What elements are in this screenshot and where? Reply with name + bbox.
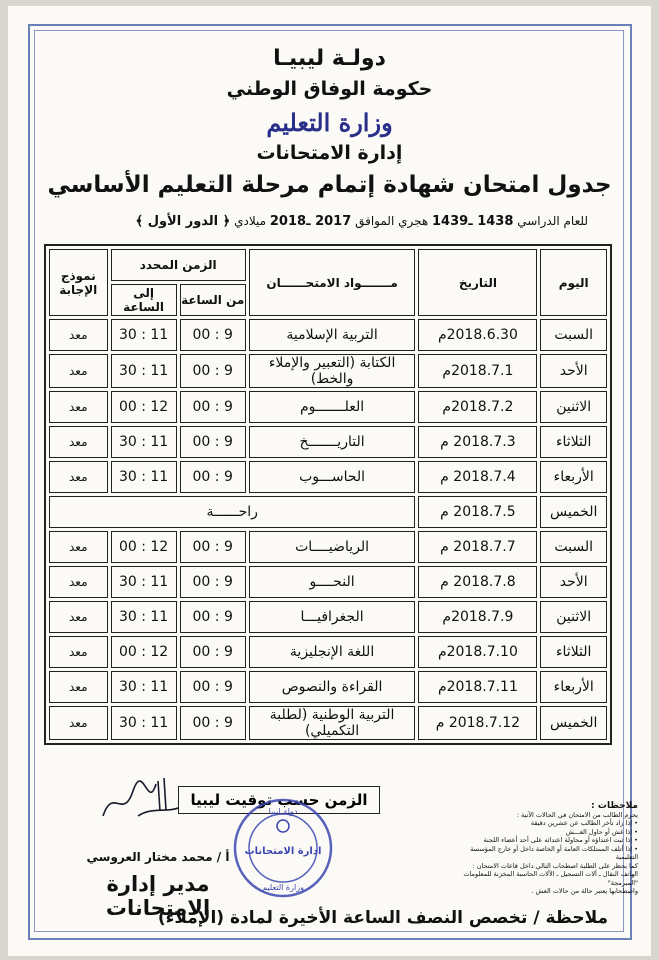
table-row: [49, 636, 607, 668]
cell-subject: التاريـــــــخ: [249, 426, 416, 458]
header-date: التاريخ: [418, 249, 537, 316]
table-header-row: [49, 249, 607, 281]
cell-day: الاثنين: [540, 601, 607, 633]
state-name: دولـة ليبيـا: [273, 46, 386, 71]
cell-subject: النحــــو: [249, 566, 416, 598]
cell-date: 2018.7.1م: [418, 354, 537, 388]
signatory-title: مدير إدارة الامتحانات: [105, 872, 211, 920]
table-row: [49, 601, 607, 633]
stamp-ring-top: دولة ليبيا: [268, 807, 298, 816]
cell-subject: التربية الوطنية (لطلبة التكميلي): [249, 706, 416, 740]
cell-from: 9 : 00: [180, 319, 246, 351]
cell-to: 11 : 30: [111, 566, 177, 598]
cell-to: 12 : 00: [111, 531, 177, 563]
table-row: [49, 566, 607, 598]
cell-model: معد: [49, 391, 108, 423]
cell-subject: الحاســـوب: [249, 461, 416, 493]
cell-to: 11 : 30: [111, 706, 177, 740]
cell-model: معد: [49, 671, 108, 703]
cell-model: معد: [49, 531, 108, 563]
remarks-line: الهاتف النقال ـ آلات التسجيل ـ الآلات الحاسبة المخزنة للمعلومات "المبرمجة": [463, 870, 638, 887]
cell-to: 12 : 00: [111, 391, 177, 423]
table-row: [49, 671, 607, 703]
year-prefix: للعام الدراسي: [517, 214, 588, 228]
cell-day: الأحد: [540, 354, 607, 388]
cell-subject: الكتابة (التعبير والإملاء والخط): [249, 354, 416, 388]
table-row: [49, 461, 607, 493]
cell-from: 9 : 00: [180, 636, 246, 668]
remarks-title: ملاحظات :: [591, 801, 638, 811]
cell-to: 11 : 30: [111, 426, 177, 458]
cell-subject: الجغرافيـــا: [249, 601, 416, 633]
cell-date: 2018.7.5 م: [418, 496, 537, 528]
table-row-rest-day: [49, 496, 607, 528]
cell-date: 2018.7.11م: [418, 671, 537, 703]
academic-year-line: [68, 214, 588, 229]
time-zone-note: الزمن حسب توقيت ليبيا: [178, 786, 380, 814]
table-body: [49, 319, 607, 740]
cell-from: 9 : 00: [180, 426, 246, 458]
year-gregorian: 2017 ـ2018: [269, 214, 352, 229]
cell-from: 9 : 00: [180, 354, 246, 388]
cell-date: 2018.7.4 م: [418, 461, 537, 493]
cell-day: الأربعاء: [540, 461, 607, 493]
cell-date: 2018.7.9م: [418, 601, 537, 633]
cell-model: معد: [49, 636, 108, 668]
cell-date: 2018.7.7 م: [418, 531, 537, 563]
footer-note: ملاحظة / تخصص النصف الساعة الأخيرة لمادة (الإملاء): [157, 908, 608, 928]
remarks-line: كما يحظر على الطلبة اصطحاب التالي داخل قاعات الامتحان :: [472, 861, 638, 870]
cell-from: 9 : 00: [180, 391, 246, 423]
header-from-time: من الساعة: [180, 284, 246, 316]
cell-model: معد: [49, 319, 108, 351]
cell-date: 2018.6.30م: [418, 319, 537, 351]
year-suffix: ميلادي: [234, 214, 267, 228]
table-row: [49, 319, 607, 351]
stamp-text: ادارة الامتحانات: [244, 846, 322, 857]
document-sheet: [8, 6, 651, 956]
ministry-name: وزارة التعليم: [266, 108, 393, 137]
cell-subject: الرياضيــــات: [249, 531, 416, 563]
cell-day: الخميس: [540, 706, 607, 740]
table-row: [49, 354, 607, 388]
year-hijri: 1438 ـ1439: [432, 214, 514, 229]
cell-from: 9 : 00: [180, 671, 246, 703]
cell-day: الخميس: [540, 496, 607, 528]
cell-day: الأربعاء: [540, 671, 607, 703]
cell-from: 9 : 00: [180, 566, 246, 598]
table-row: [49, 531, 607, 563]
exam-schedule-table: [44, 244, 612, 745]
cell-model: معد: [49, 354, 108, 388]
cell-from: 9 : 00: [180, 706, 246, 740]
cell-date: 2018.7.8 م: [418, 566, 537, 598]
cell-to: 11 : 30: [111, 461, 177, 493]
cell-from: 9 : 00: [180, 531, 246, 563]
document-title: جدول امتحان شهادة إتمام مرحلة التعليم الأساسي: [47, 172, 612, 198]
cell-model: معد: [49, 426, 108, 458]
cell-subject: العلـــــــوم: [249, 391, 416, 423]
signatory-name: أ / محمد مختار العروسي: [86, 850, 230, 864]
header-subject: مـــــــواد الامتحــــــان: [249, 249, 416, 316]
cell-to: 11 : 30: [111, 601, 177, 633]
stamp-ring-bottom: وزارة التعليم: [262, 883, 304, 892]
year-mid: هجري الموافق: [355, 214, 429, 228]
cell-date: 2018.7.3 م: [418, 426, 537, 458]
table-row: [49, 426, 607, 458]
cell-from: 9 : 00: [180, 601, 246, 633]
cell-day: الثلاثاء: [540, 636, 607, 668]
cell-subject: اللغة الإنجليزية: [249, 636, 416, 668]
table-row: [49, 391, 607, 423]
cell-day: الأحد: [540, 566, 607, 598]
header-to-time: إلى الساعة: [111, 284, 177, 316]
cell-day: السبت: [540, 319, 607, 351]
cell-subject: التربية الإسلامية: [249, 319, 416, 351]
cell-subject: القراءة والنصوص: [249, 671, 416, 703]
cell-to: 11 : 30: [111, 354, 177, 388]
cell-day: السبت: [540, 531, 607, 563]
cell-date: 2018.7.12 م: [418, 706, 537, 740]
cell-to: 11 : 30: [111, 319, 177, 351]
remarks-line: • إذا ثبت اعتداؤه أو محاولة اعتدائه على أحد أعضاء اللجنة: [483, 836, 638, 844]
cell-to: 12 : 00: [111, 636, 177, 668]
cell-day: الاثنين: [540, 391, 607, 423]
header-answer-model: نموذج الإجابة: [49, 249, 108, 316]
header-day: اليوم: [540, 249, 607, 316]
remarks-section: [448, 802, 638, 896]
table-row: [49, 706, 607, 740]
department-name: إدارة الامتحانات: [256, 142, 403, 164]
cell-model: معد: [49, 601, 108, 633]
government-name: حكومة الوفاق الوطني: [226, 78, 433, 100]
header-time-group: الزمن المحدد: [111, 249, 246, 281]
remarks-line: • إذا أتلف الممتلكات العامة أو الخاصة داخل أو خارج المؤسسة التعليمية: [470, 844, 638, 861]
cell-model: معد: [49, 566, 108, 598]
cell-from: 9 : 00: [180, 461, 246, 493]
cell-model: معد: [49, 706, 108, 740]
remarks-line: يحرم الطالب من الامتحان في الحالات الآتية :: [516, 810, 638, 819]
handwritten-signature: [98, 766, 188, 826]
remarks-line: • إذا زاد تأخر الطالب عن عشرين دقيقة: [530, 819, 638, 827]
cell-to: 11 : 30: [111, 671, 177, 703]
cell-rest: راحــــــة: [49, 496, 415, 528]
cell-model: معد: [49, 461, 108, 493]
remarks-line: • إذا غش أو حاول الغـــش: [565, 827, 638, 836]
cell-day: الثلاثاء: [540, 426, 607, 458]
exam-session: ﴿ الدور الأول ﴾: [135, 214, 231, 229]
cell-date: 2018.7.10م: [418, 636, 537, 668]
remarks-line: واصطحابها يعتبر حالة من حالات الغش .: [531, 887, 638, 895]
cell-date: 2018.7.2م: [418, 391, 537, 423]
